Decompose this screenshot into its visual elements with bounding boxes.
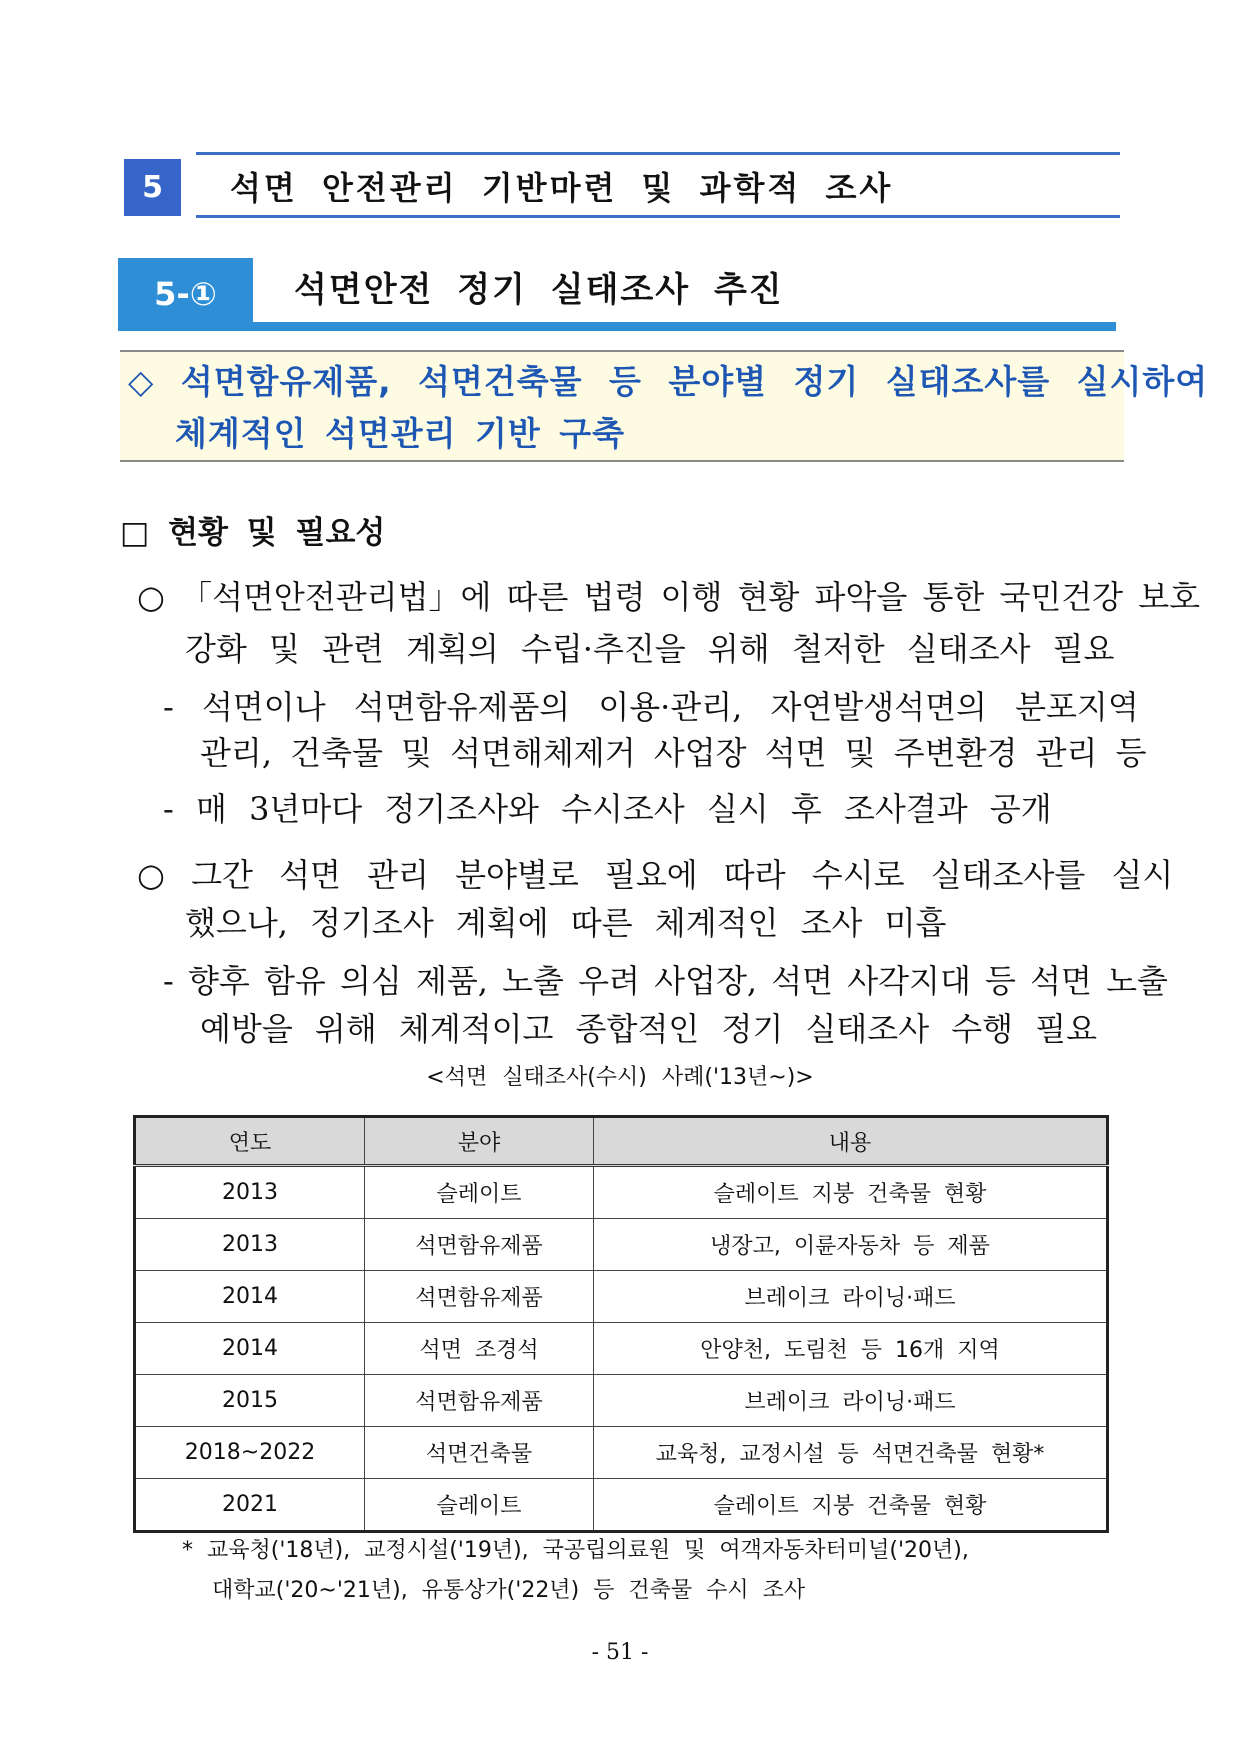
table-row <box>135 1427 1108 1479</box>
section-rule-bottom <box>196 215 1120 218</box>
cell-year: 2018~2022 <box>135 1427 365 1479</box>
bullet-1-line-2: 강화 및 관련 계획의 수립·추진을 위해 철저한 실태조사 필요 <box>185 630 1115 668</box>
bullet-2-sub-1-line-1: - 향후 함유 의심 제품, 노출 우려 사업장, 석면 사각지대 등 석면 노출 <box>163 962 1168 1000</box>
table-row <box>135 1219 1108 1271</box>
cell-field: 슬레이트 <box>365 1166 594 1219</box>
bullet-1-line-1: ○ 「석면안전관리법」에 따른 법령 이행 현황 파악을 통한 국민건강 보호 <box>137 578 1201 616</box>
table-row <box>135 1166 1108 1219</box>
cell-field: 석면 조경석 <box>365 1323 594 1375</box>
cell-content: 안양천, 도림천 등 16개 지역 <box>594 1323 1108 1375</box>
cell-year: 2014 <box>135 1271 365 1323</box>
cell-content: 냉장고, 이륜자동차 등 제품 <box>594 1219 1108 1271</box>
bullet-2-line-2: 했으나, 정기조사 계획에 따른 체계적인 조사 미흡 <box>185 904 947 942</box>
cell-year: 2014 <box>135 1323 365 1375</box>
table-header-row <box>135 1117 1108 1166</box>
header-year: 연도 <box>135 1117 365 1166</box>
bullet-1-sub-1-line-2: 관리, 건축물 및 석면해체제거 사업장 석면 및 주변환경 관리 등 <box>200 734 1147 772</box>
table-row <box>135 1479 1108 1532</box>
table-row <box>135 1271 1108 1323</box>
subsection-number: 5-① <box>118 258 253 330</box>
summary-line-1: ◇ 석면함유제품, 석면건축물 등 분야별 정기 실태조사를 실시하여 <box>128 362 1209 401</box>
status-heading: □ 현황 및 필요성 <box>120 515 386 551</box>
bullet-2-line-1: ○ 그간 석면 관리 분야별로 필요에 따라 수시로 실태조사를 실시 <box>137 856 1174 894</box>
table-row <box>135 1375 1108 1427</box>
table-caption: <석면 실태조사(수시) 사례('13년~)> <box>426 1065 814 1090</box>
footnote-line-2: 대학교('20~'21년), 유통상가('22년) 등 건축물 수시 조사 <box>212 1578 806 1603</box>
bullet-1-sub-1-line-1: - 석면이나 석면함유제품의 이용·관리, 자연발생석면의 분포지역 <box>163 688 1139 726</box>
bullet-1-sub-2: - 매 3년마다 정기조사와 수시조사 실시 후 조사결과 공개 <box>163 790 1052 828</box>
cell-content: 브레이크 라이닝·패드 <box>594 1271 1108 1323</box>
section-rule-top <box>196 152 1120 155</box>
bullet-2-sub-1-line-2: 예방을 위해 체계적이고 종합적인 정기 실태조사 수행 필요 <box>200 1010 1098 1048</box>
cell-field: 석면건축물 <box>365 1427 594 1479</box>
subsection-title: 석면안전 정기 실태조사 추진 <box>294 270 784 310</box>
page-number: - 51 - <box>591 1640 649 1665</box>
section-number: 5 <box>124 159 181 216</box>
cell-field: 석면함유제품 <box>365 1219 594 1271</box>
summary-box <box>120 350 1209 462</box>
cell-content: 슬레이트 지붕 건축물 현황 <box>594 1479 1108 1532</box>
cell-year: 2013 <box>135 1219 365 1271</box>
header-field: 분야 <box>365 1117 594 1166</box>
summary-line-2: 체계적인 석면관리 기반 구축 <box>175 414 626 453</box>
cell-year: 2013 <box>135 1166 365 1219</box>
cell-content: 브레이크 라이닝·패드 <box>594 1375 1108 1427</box>
section-title: 석면 안전관리 기반마련 및 과학적 조사 <box>230 169 894 207</box>
subsection-rule <box>118 322 1116 331</box>
cell-field: 석면함유제품 <box>365 1375 594 1427</box>
cell-year: 2015 <box>135 1375 365 1427</box>
cell-field: 슬레이트 <box>365 1479 594 1532</box>
cell-content: 슬레이트 지붕 건축물 현황 <box>594 1166 1108 1219</box>
table-row <box>135 1323 1108 1375</box>
header-content: 내용 <box>594 1117 1108 1166</box>
cell-field: 석면함유제품 <box>365 1271 594 1323</box>
cell-year: 2021 <box>135 1479 365 1532</box>
survey-cases-table <box>133 1115 1109 1533</box>
footnote-line-1: * 교육청('18년), 교정시설('19년), 국공립의료원 및 여객자동차터미널('20년), <box>182 1538 969 1563</box>
cell-content: 교육청, 교정시설 등 석면건축물 현황* <box>594 1427 1108 1479</box>
